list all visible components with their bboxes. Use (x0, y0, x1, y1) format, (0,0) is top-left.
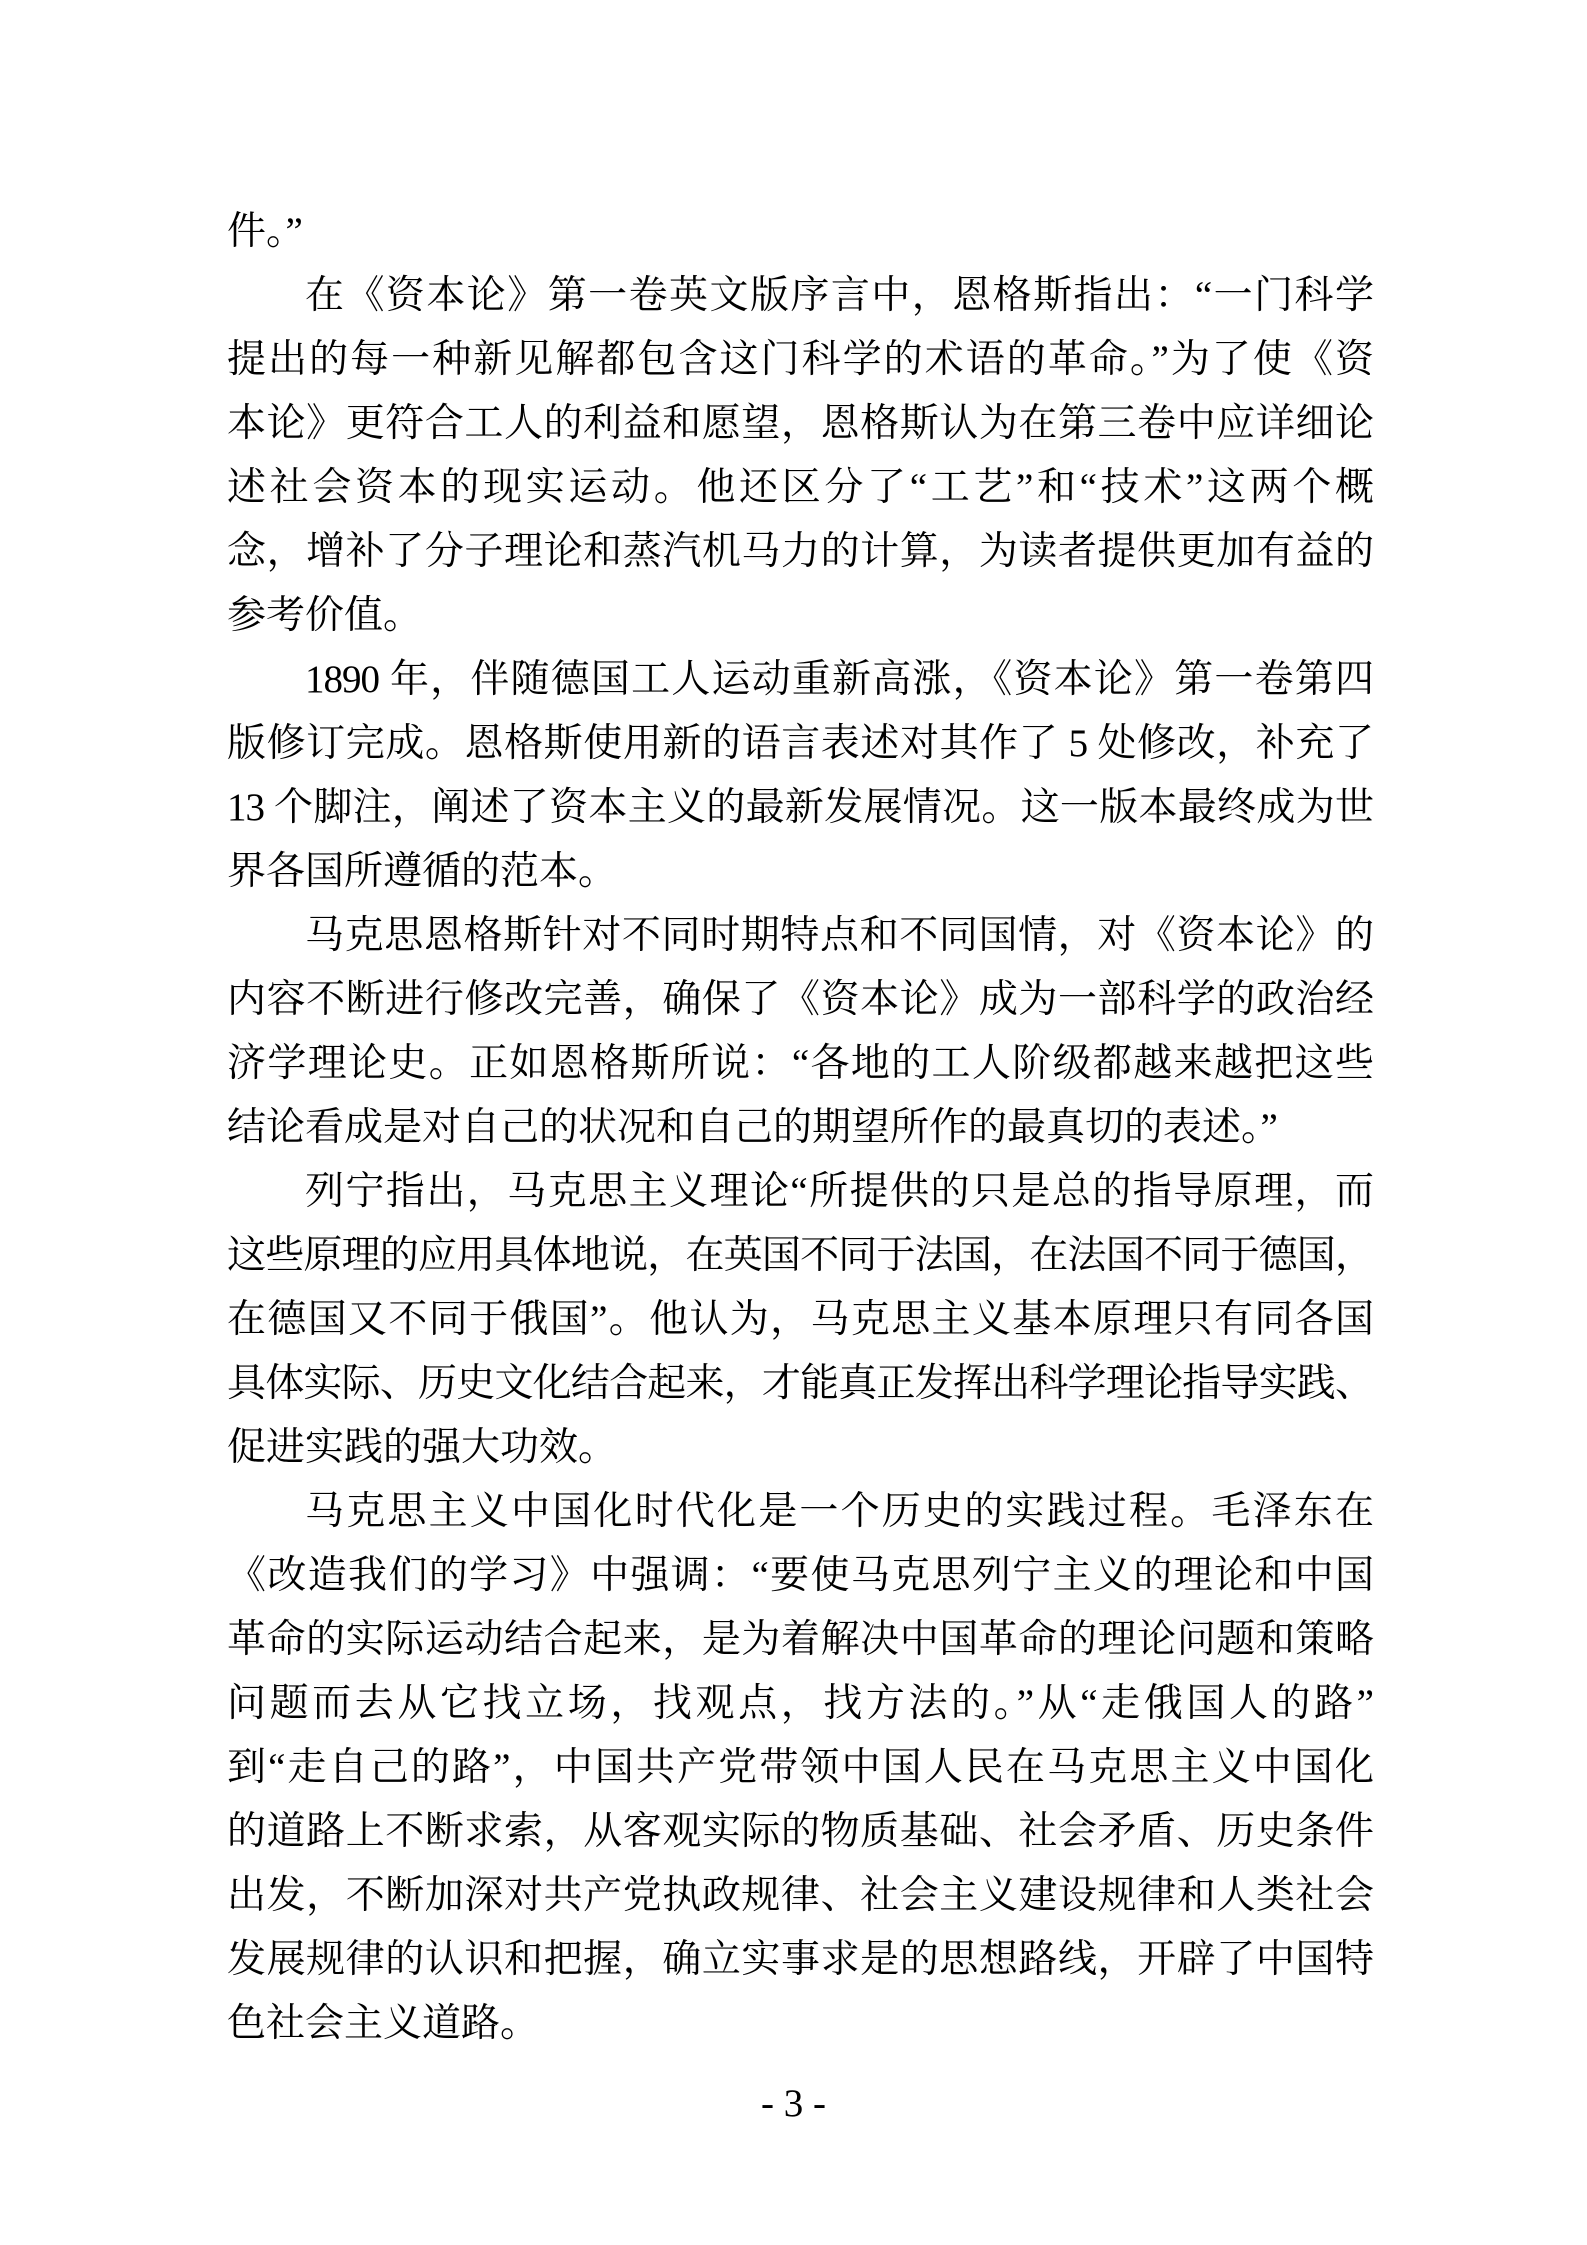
text-line: 13 个脚注，阐述了资本主义的最新发展情况。这一版本最终成为世 (227, 786, 1373, 829)
text-line: 《改造我们的学习》中强调：“要使马克思列宁主义的理论和中国 (227, 1554, 1373, 1597)
document-body (227, 200, 1373, 2056)
text-line: 出发，不断加深对共产党执政规律、社会主义建设规律和人类社会 (227, 1874, 1373, 1917)
text-line: 件。” (227, 210, 303, 253)
text-line: 界各国所遵循的范本。 (227, 850, 618, 893)
text-line: 具体实际、历史文化结合起来，才能真正发挥出科学理论指导实践、 (227, 1362, 1373, 1405)
text-line: 在《资本论》第一卷英文版序言中，恩格斯指出：“一门科学 (305, 274, 1373, 317)
text-line: 问题而去从它找立场，找观点，找方法的。”从“走俄国人的路” (227, 1682, 1373, 1725)
text-line: 发展规律的认识和把握，确立实事求是的思想路线，开辟了中国特 (227, 1938, 1373, 1981)
text-line: 的道路上不断求索，从客观实际的物质基础、社会矛盾、历史条件 (227, 1810, 1373, 1853)
text-line: 马克思主义中国化时代化是一个历史的实践过程。毛泽东在 (305, 1490, 1373, 1533)
paragraph (227, 648, 1373, 904)
paragraph (227, 904, 1373, 1160)
text-line: 在德国又不同于俄国”。他认为，马克思主义基本原理只有同各国 (227, 1298, 1373, 1341)
paragraph (227, 1160, 1373, 1480)
paragraph (227, 264, 1373, 648)
text-line: 念，增补了分子理论和蒸汽机马力的计算，为读者提供更加有益的 (227, 530, 1373, 573)
text-line: 革命的实际运动结合起来，是为着解决中国革命的理论问题和策略 (227, 1618, 1373, 1661)
text-line: 济学理论史。正如恩格斯所说：“各地的工人阶级都越来越把这些 (227, 1042, 1373, 1085)
page-number: - 3 - (761, 2082, 826, 2125)
text-line: 促进实践的强大功效。 (227, 1426, 618, 1469)
page-footer (0, 2072, 1587, 2136)
paragraph (227, 1480, 1373, 2056)
text-line: 内容不断进行修改完善，确保了《资本论》成为一部科学的政治经 (227, 978, 1373, 1021)
text-line: 提出的每一种新见解都包含这门科学的术语的革命。”为了使《资 (227, 338, 1373, 381)
text-line: 述社会资本的现实运动。他还区分了“工艺”和“技术”这两个概 (227, 466, 1373, 509)
text-line: 到“走自己的路”，中国共产党带领中国人民在马克思主义中国化 (227, 1746, 1373, 1789)
text-line: 马克思恩格斯针对不同时期特点和不同国情，对《资本论》的 (305, 914, 1373, 957)
text-line: 结论看成是对自己的状况和自己的期望所作的最真切的表述。” (227, 1106, 1278, 1149)
text-line: 1890 年，伴随德国工人运动重新高涨，《资本论》第一卷第四 (305, 658, 1373, 701)
text-line: 色社会主义道路。 (227, 2002, 540, 2045)
text-line: 本论》更符合工人的利益和愿望，恩格斯认为在第三卷中应详细论 (227, 402, 1373, 445)
text-line: 参考价值。 (227, 594, 423, 637)
text-line: 这些原理的应用具体地说，在英国不同于法国，在法国不同于德国， (227, 1234, 1373, 1277)
text-line: 列宁指出，马克思主义理论“所提供的只是总的指导原理，而 (305, 1170, 1373, 1213)
text-line: 版修订完成。恩格斯使用新的语言表述对其作了 5 处修改，补充了 (227, 722, 1373, 765)
paragraph (227, 200, 1373, 264)
